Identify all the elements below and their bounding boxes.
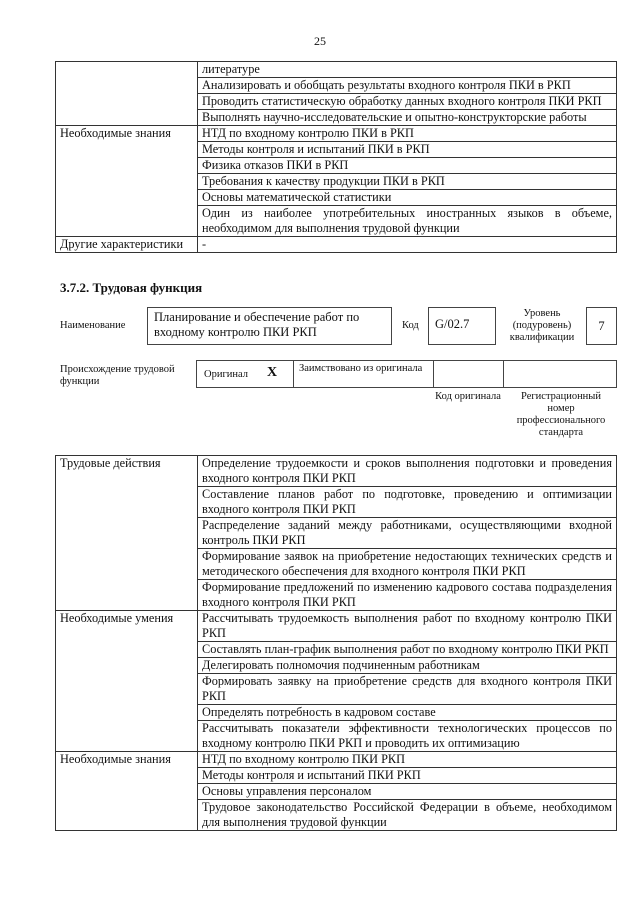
- table-cell: Выполнять научно-исследовательские и опытно-конструкторские работы: [198, 110, 617, 126]
- table-cell: Требования к качеству продукции ПКИ в РКП: [198, 174, 617, 190]
- code-label: Код: [402, 320, 419, 331]
- table-cell: Определение трудоемкости и сроков выполнения подготовки и проведения входного контроля ПКИ РКП: [198, 456, 617, 487]
- code-value: G/02.7: [428, 307, 496, 345]
- knowledge-table-continued: [55, 61, 617, 253]
- table-cell: -: [198, 237, 617, 253]
- row-label: Необходимые знания: [56, 126, 198, 237]
- table-cell: Трудовое законодательство Российской Федерации в объеме, необходимом для выполнения трудовой функции: [198, 800, 617, 831]
- table-cell: Методы контроля и испытаний ПКИ в РКП: [198, 142, 617, 158]
- orig-code-caption: Код оригинала: [435, 391, 501, 402]
- table-cell: Рассчитывать показатели эффективности технологических процессов по входному контролю ПКИ РКП и проводить их оптимизацию: [198, 721, 617, 752]
- level-label: Уровень (подуровень) квалификации: [509, 308, 575, 343]
- empty-label-cell: [56, 62, 198, 126]
- origin-label: Происхождение трудовой функции: [60, 364, 175, 387]
- function-table: [55, 455, 617, 831]
- table-cell: Методы контроля и испытаний ПКИ РКП: [198, 768, 617, 784]
- table-cell: Один из наиболее употребительных иностранных языков в объеме, необходимом для выполнения трудовой функции: [198, 206, 617, 237]
- name-value: Планирование и обеспечение работ по входному контролю ПКИ РКП: [147, 307, 392, 345]
- table-cell: Распределение заданий между работниками, осуществляющими входной контроль ПКИ РКП: [198, 518, 617, 549]
- reg-num-caption: Регистрационный номер профессионального стандарта: [516, 391, 606, 438]
- original-label: Оригинал: [204, 369, 248, 380]
- page-number: 25: [314, 34, 326, 48]
- row-label: Необходимые умения: [56, 611, 198, 752]
- table-cell: Формирование заявок на приобретение недостающих технических средств и методического обеспечения для входного контроля ПКИ РКП: [198, 549, 617, 580]
- borrowed-label: Заимствовано из оригинала: [299, 363, 423, 374]
- table-cell: НТД по входному контролю ПКИ в РКП: [198, 126, 617, 142]
- table-cell: Анализировать и обобщать результаты входного контроля ПКИ в РКП: [198, 78, 617, 94]
- origin-box: [196, 360, 617, 388]
- table-cell: Основы математической статистики: [198, 190, 617, 206]
- table-cell: Формировать заявку на приобретение средств для входного контроля ПКИ РКП: [198, 674, 617, 705]
- section-title: 3.7.2. Трудовая функция: [60, 280, 203, 295]
- row-label: Необходимые знания: [56, 752, 198, 831]
- table-cell: Проводить статистическую обработку данных входного контроля ПКИ РКП: [198, 94, 617, 110]
- table-cell: Основы управления персоналом: [198, 784, 617, 800]
- table-cell: Составление планов работ по подготовке, проведению и оптимизации входного контроля ПКИ РКП: [198, 487, 617, 518]
- original-mark: X: [267, 365, 278, 380]
- row-label: Трудовые действия: [56, 456, 198, 611]
- table-cell: Рассчитывать трудоемкость выполнения работ по входному контролю ПКИ РКП: [198, 611, 617, 642]
- table-cell: литературе: [198, 62, 617, 78]
- table-cell: Делегировать полномочия подчиненным работникам: [198, 658, 617, 674]
- name-label: Наименование: [60, 320, 126, 331]
- level-value: 7: [586, 307, 617, 345]
- row-label: Другие характеристики: [56, 237, 198, 253]
- table-cell: Составлять план-график выполнения работ по входному контролю ПКИ РКП: [198, 642, 617, 658]
- table-cell: Физика отказов ПКИ в РКП: [198, 158, 617, 174]
- table-cell: НТД по входному контролю ПКИ РКП: [198, 752, 617, 768]
- table-cell: Формирование предложений по изменению кадрового состава подразделения входного контроля ПКИ РКП: [198, 580, 617, 611]
- table-cell: Определять потребность в кадровом составе: [198, 705, 617, 721]
